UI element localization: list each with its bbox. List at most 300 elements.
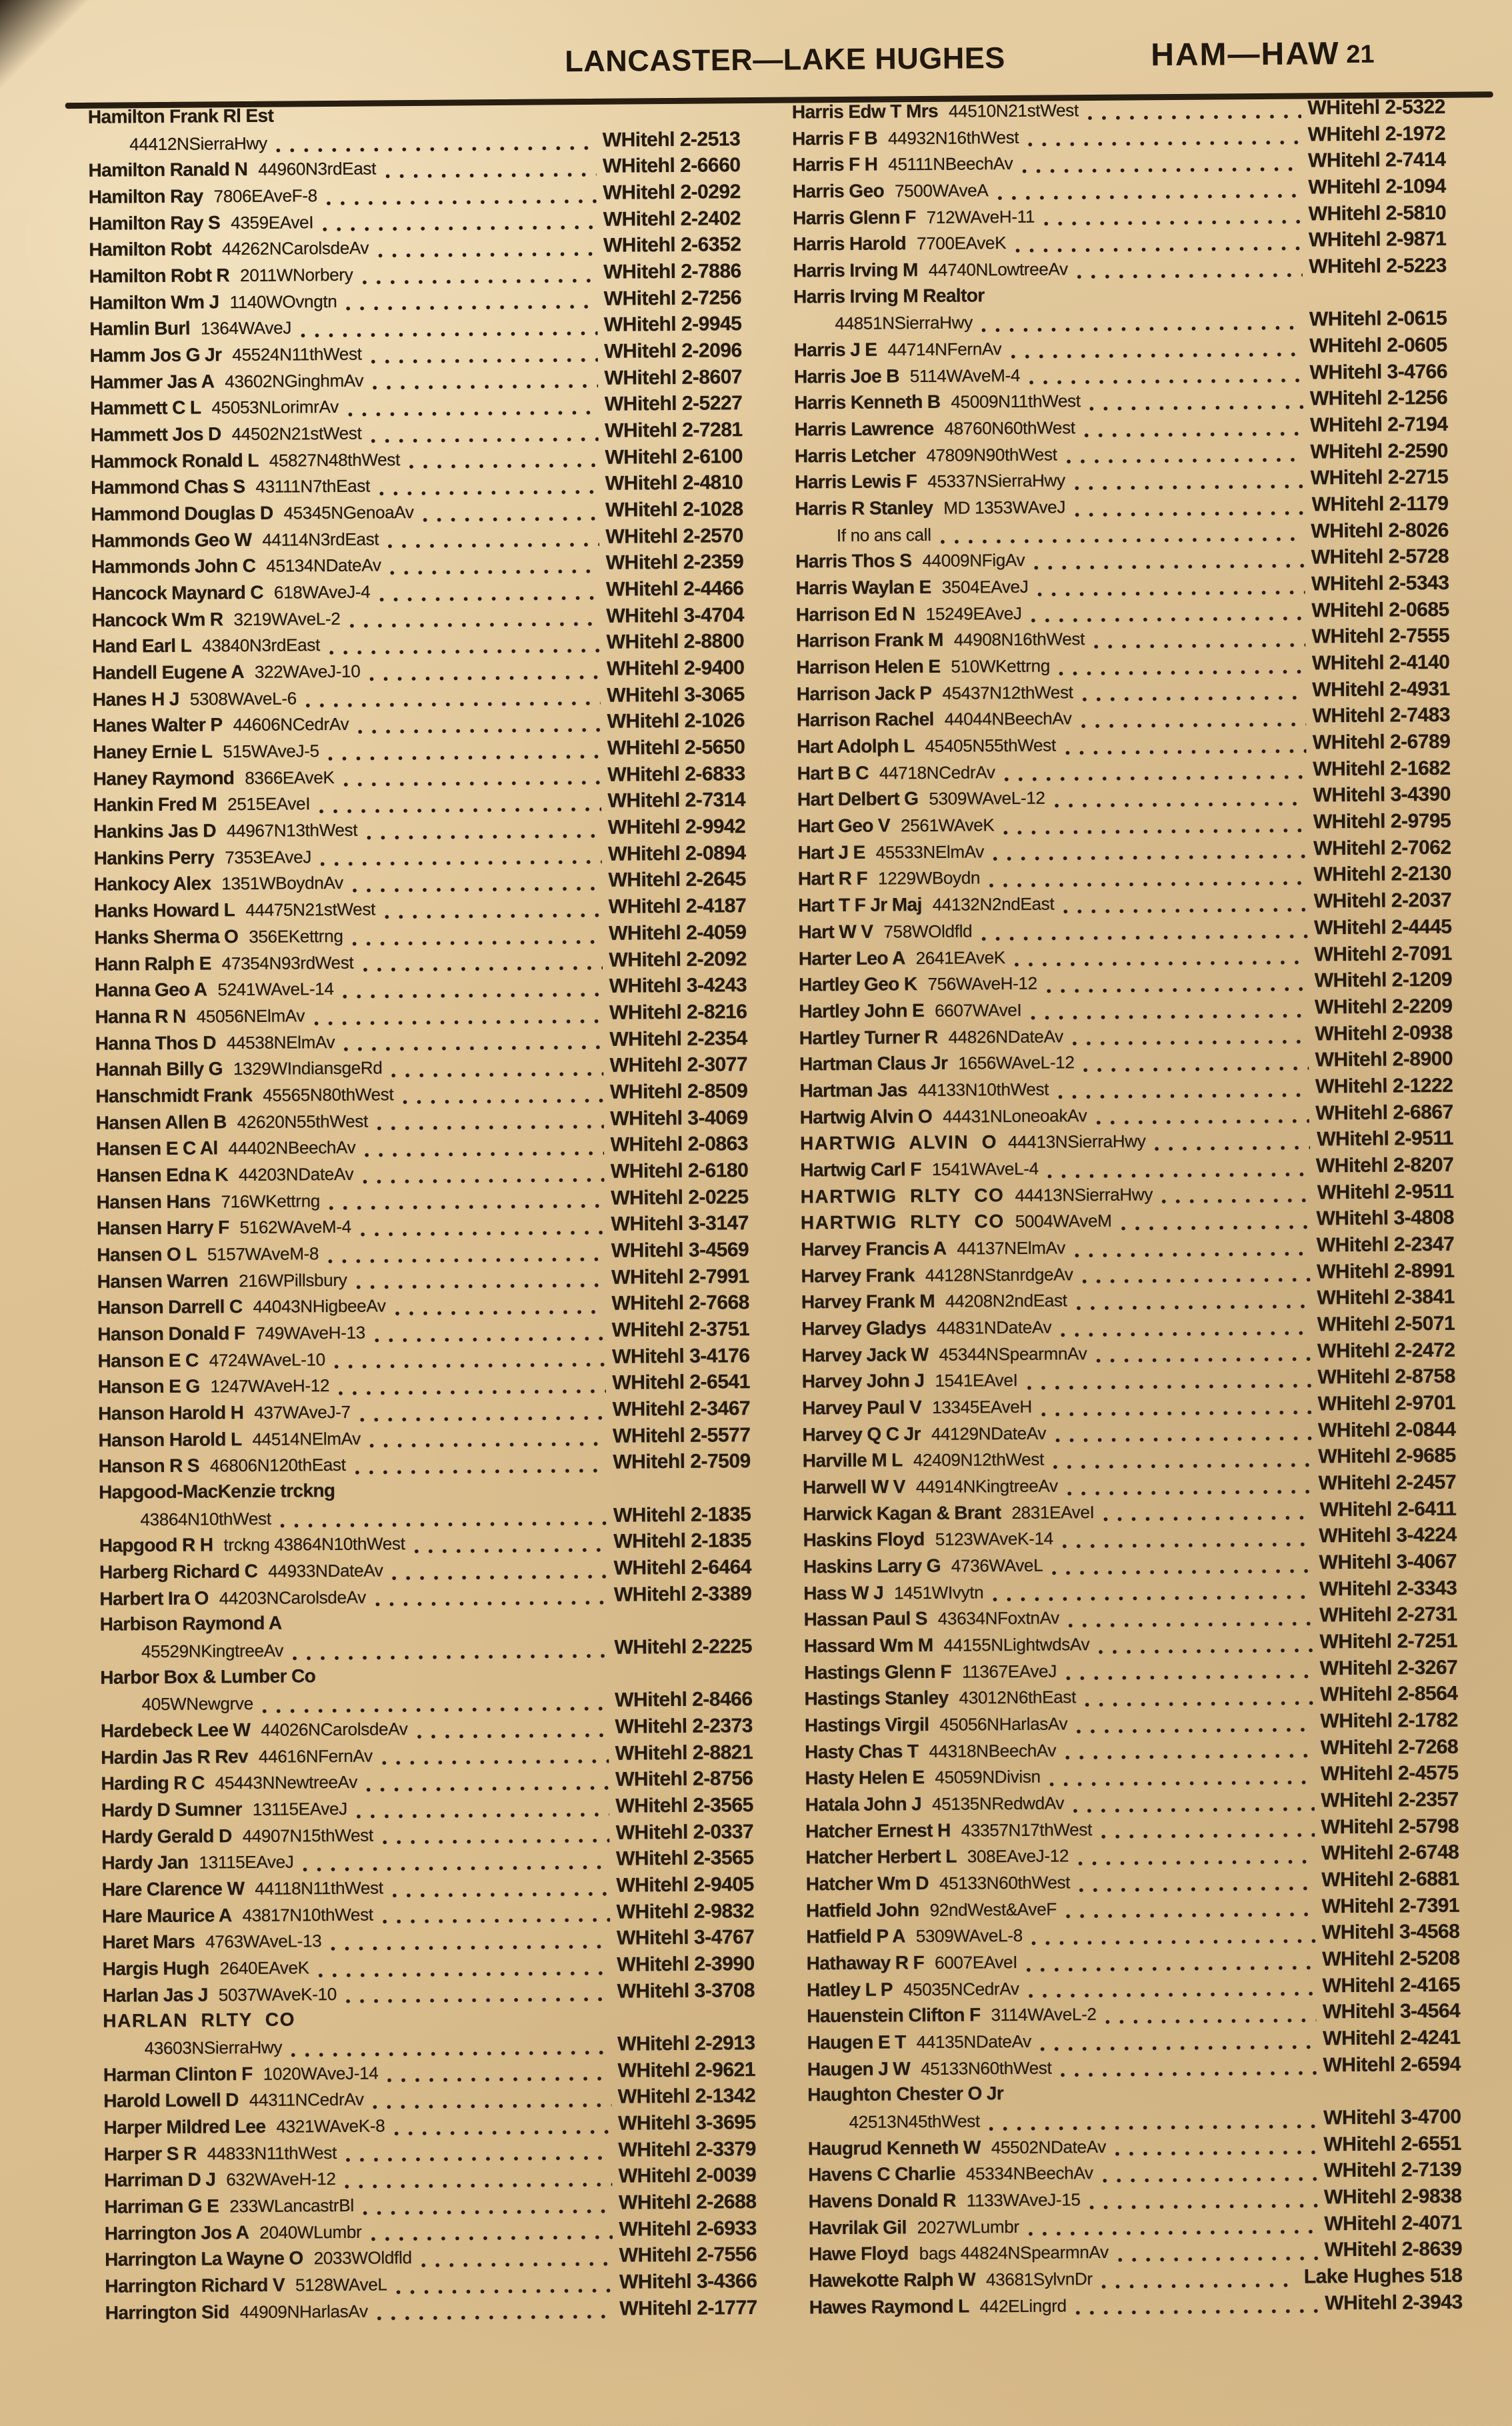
phone-number: WHitehl 3-4243 <box>609 974 747 997</box>
subscriber-address: 7700EAveK <box>916 233 1007 254</box>
subscriber-address: 45502NDateAv <box>991 2136 1107 2158</box>
subscriber-address: 45533NElmAv <box>875 841 985 863</box>
subscriber-address: 6607WAveI <box>935 999 1022 1021</box>
subscriber-name: Hart Delbert G <box>797 788 919 810</box>
phone-number: WHitehl 2-5227 <box>604 392 743 416</box>
subscriber-name: Hann Ralph E <box>94 952 211 975</box>
subscriber-name: Hanna Geo A <box>95 979 207 1001</box>
dot-leader <box>381 1917 610 1925</box>
subscriber-address: 2515EAveI <box>227 793 311 815</box>
subscriber-address: 44932N16thWest <box>887 127 1019 149</box>
subscriber-name: Haugrud Kenneth W <box>807 2137 981 2159</box>
subscriber-address: 45344NSpearmnAv <box>939 1343 1087 1365</box>
phone-number: WHitehl 2-3467 <box>612 1397 751 1421</box>
dot-leader <box>333 1361 605 1370</box>
subscriber-address: 1351WBoydnAv <box>221 873 343 894</box>
dot-leader <box>1087 113 1301 121</box>
phone-number: WHitehl 2-3343 <box>1319 1577 1457 1601</box>
phone-number: WHitehl 2-8607 <box>604 365 743 389</box>
subscriber-address: 2033WOldfld <box>313 2247 412 2269</box>
subscriber-name: Haney Ernie L <box>93 741 213 763</box>
dot-leader <box>327 1255 605 1264</box>
subscriber-name: Hastings Stanley <box>804 1687 949 1709</box>
subscriber-address: 45009N11thWest <box>951 391 1081 413</box>
subscriber-address: 308EAveJ-12 <box>967 1845 1069 1867</box>
dot-leader <box>381 1758 609 1767</box>
phone-number: WHitehl 2-3379 <box>618 2137 757 2161</box>
dot-leader <box>354 1467 607 1476</box>
subscriber-name: Hammond Chas S <box>91 476 245 499</box>
dot-leader <box>1114 2149 1317 2157</box>
dot-leader <box>363 1150 603 1159</box>
phone-number: WHitehl 2-2037 <box>1313 889 1452 913</box>
dot-leader <box>1064 747 1306 756</box>
dot-leader <box>1031 1937 1315 1946</box>
subscriber-address: 43840N3rdEast <box>202 635 321 656</box>
phone-number: WHitehl 2-4187 <box>608 895 747 918</box>
phone-number: WHitehl 2-8466 <box>615 1688 753 1712</box>
dot-leader <box>337 1388 605 1397</box>
subscriber-address: 4321WAveK-8 <box>276 2115 385 2137</box>
dot-leader <box>1049 1779 1314 1787</box>
subscriber-address: 756WAveH-12 <box>927 973 1038 995</box>
phone-number: WHitehl 2-7194 <box>1310 413 1448 437</box>
phone-number: WHitehl 2-8758 <box>1317 1365 1455 1389</box>
subscriber-address: 7500WAveA <box>894 180 989 201</box>
phone-number: WHitehl 2-2347 <box>1316 1233 1455 1257</box>
subscriber-address: 42513N45thWest <box>849 2111 980 2133</box>
subscriber-name: Hanson E C <box>97 1349 199 1371</box>
dot-leader <box>299 330 597 339</box>
phone-number: WHitehl 2-4445 <box>1313 915 1452 939</box>
subscriber-address: 44538NElmAv <box>226 1031 335 1053</box>
phone-number: WHitehl 3-4176 <box>612 1344 750 1368</box>
dot-leader <box>321 224 597 233</box>
dot-leader <box>349 621 600 629</box>
subscriber-address: 2011WNorbery <box>239 264 353 286</box>
subscriber-name: Hatcher Herbert L <box>805 1846 957 1868</box>
subscriber-address: 1020WAveJ-14 <box>263 2063 379 2084</box>
subscriber-address: 44311NCedrAv <box>249 2089 364 2111</box>
dot-leader <box>413 1547 607 1555</box>
subscriber-address: 45443NNewtreeAv <box>215 1772 358 1793</box>
subscriber-name: Hartwig Alvin O <box>799 1105 933 1128</box>
dot-leader <box>1027 2229 1318 2237</box>
subscriber-address: 44114N3rdEast <box>262 529 379 550</box>
subscriber-address: 5157WAveM-8 <box>207 1243 319 1265</box>
subscriber-name: Hanna R N <box>95 1005 186 1027</box>
dot-leader <box>328 647 600 656</box>
subscriber-name: Harville M L <box>802 1449 903 1471</box>
phone-number: WHitehl 2-2092 <box>609 947 747 971</box>
phone-number: WHitehl 2-4931 <box>1312 677 1450 701</box>
subscriber-address: 44740NLowtreeAv <box>928 259 1068 280</box>
phone-number: WHitehl 3-4224 <box>1319 1524 1457 1547</box>
subscriber-address: 43357N17thWest <box>961 1819 1093 1841</box>
subscriber-address: 92ndWest&AveF <box>929 1899 1057 1920</box>
dot-leader <box>1059 1329 1311 1338</box>
subscriber-address: 13345EAveH <box>932 1396 1033 1417</box>
subscriber-name: Hatcher Ernest H <box>805 1819 951 1842</box>
subscriber-name: Hauenstein Clifton F <box>807 2004 981 2027</box>
subscriber-name: Harris F H <box>792 153 878 175</box>
phone-number: WHitehl 3-4568 <box>1321 1921 1460 1944</box>
dot-leader <box>391 1071 603 1079</box>
phone-number: WHitehl 2-9405 <box>616 1873 754 1897</box>
subscriber-name: Harris Lewis F <box>795 471 917 493</box>
phone-number: WHitehl 3-3065 <box>607 683 745 707</box>
dot-leader <box>329 1943 610 1952</box>
phone-number: WHitehl 3-3708 <box>617 1979 755 2003</box>
phone-number: WHitehl 3-3695 <box>618 2111 756 2135</box>
dot-leader <box>355 1282 605 1291</box>
subscriber-address: 44009NFigAv <box>922 550 1025 571</box>
phone-number: WHitehl 2-9685 <box>1318 1445 1456 1468</box>
phone-number: WHitehl 2-7256 <box>603 286 742 310</box>
phone-number: WHitehl 2-5810 <box>1308 201 1447 225</box>
subscriber-name: Harlan Jas J <box>102 1984 208 2006</box>
subscriber-name: Hamilton Frank Rl Est <box>87 105 274 127</box>
subscriber-name: Harvey Francis A <box>801 1237 947 1260</box>
phone-number: WHitehl 2-9795 <box>1313 809 1451 833</box>
subscriber-address: 1247WAveH-12 <box>210 1375 330 1397</box>
phone-number: WHitehl 3-4808 <box>1316 1207 1455 1230</box>
subscriber-address: 405WNewgrve <box>141 1693 253 1715</box>
phone-number: WHitehl 2-2513 <box>602 127 741 151</box>
phone-number: WHitehl 2-9621 <box>617 2058 756 2082</box>
phone-number: WHitehl 2-8509 <box>609 1079 748 1103</box>
subscriber-address: 1364WAveJ <box>200 317 292 339</box>
phone-number: WHitehl 2-7268 <box>1320 1735 1459 1759</box>
subscriber-address: bags 44824NSpearmnAv <box>919 2242 1109 2264</box>
subscriber-name: Hardy Jan <box>101 1852 189 1874</box>
dot-leader <box>391 1890 610 1899</box>
dot-leader <box>1014 245 1302 254</box>
subscriber-address: 44851NSierraHwy <box>835 312 973 334</box>
phone-number: WHitehl 2-6867 <box>1315 1101 1453 1124</box>
dot-leader <box>1029 1012 1308 1021</box>
dot-leader <box>1072 1805 1314 1814</box>
subscriber-address: 758WOldfld <box>883 921 973 942</box>
subscriber-name: Harris Kenneth B <box>794 391 941 413</box>
phone-number: WHitehl 2-9945 <box>603 313 742 337</box>
phone-number: WHitehl 2-6551 <box>1323 2132 1461 2156</box>
subscriber-address: 1541WAveL-4 <box>931 1158 1039 1179</box>
phone-number: WHitehl 2-0685 <box>1311 598 1449 622</box>
subscriber-address: 44026NCarolsdeAv <box>261 1719 408 1740</box>
dot-leader <box>325 198 597 207</box>
phone-number: WHitehl 3-4569 <box>611 1238 749 1262</box>
subscriber-name: Harvey Frank <box>801 1264 915 1287</box>
subscriber-address: 3504EAveJ <box>941 576 1029 597</box>
dot-leader <box>394 1309 605 1317</box>
dot-leader <box>1075 1303 1311 1311</box>
subscriber-address: 45035NCedrAv <box>903 1978 1019 2000</box>
subscriber-name: Harter Leo A <box>798 947 905 969</box>
phone-number: WHitehl 2-2731 <box>1319 1603 1457 1627</box>
dot-leader <box>369 1441 606 1449</box>
dot-leader <box>1047 1171 1309 1179</box>
subscriber-name: Hansen O L <box>97 1243 197 1265</box>
phone-number: WHitehl 2-7483 <box>1312 704 1451 727</box>
phone-number: WHitehl 2-4810 <box>605 471 743 495</box>
subscriber-name: Hanks Howard L <box>94 899 235 921</box>
dot-leader <box>1073 483 1304 492</box>
phone-number: WHitehl 2-9511 <box>1317 1127 1454 1151</box>
subscriber-address: 45565N80thWest <box>263 1084 394 1105</box>
dot-leader <box>1075 2308 1319 2317</box>
dot-leader <box>408 462 599 470</box>
dot-leader <box>416 1731 609 1739</box>
dot-leader <box>357 727 601 735</box>
phone-number: WHitehl 2-8207 <box>1315 1153 1454 1177</box>
phone-number: WHitehl 2-7391 <box>1321 1894 1460 1918</box>
phone-number: WHitehl 2-7509 <box>613 1450 751 1473</box>
dot-leader <box>1045 985 1308 994</box>
dot-leader <box>361 1176 604 1185</box>
subscriber-name: Hancock Wm R <box>91 609 223 631</box>
subscriber-address: 46806N120thEast <box>209 1455 346 1476</box>
subscriber-name: Harold Lowell D <box>103 2089 239 2112</box>
subscriber-name: Hammer Jas A <box>89 371 215 393</box>
dot-leader <box>1027 139 1301 148</box>
dot-leader <box>1101 2281 1297 2289</box>
subscriber-address: 44132N2ndEast <box>932 893 1055 915</box>
dot-leader <box>345 1996 611 2005</box>
subscriber-address: 44606NCedrAv <box>233 714 349 735</box>
subscriber-name: Hardin Jas R Rev <box>101 1745 249 1768</box>
dot-leader <box>1103 1515 1313 1523</box>
subscriber-address: 45133N60thWest <box>921 2057 1052 2079</box>
dot-leader <box>351 885 602 894</box>
subscriber-address: 1229WBoydn <box>877 867 981 889</box>
subscriber-address: 1133WAveJ-15 <box>966 2189 1081 2211</box>
dot-leader <box>1105 2017 1316 2025</box>
subscriber-name: Hanes H J <box>92 688 179 710</box>
dot-leader <box>1154 1144 1311 1152</box>
subscriber-name: Hapgood-MacKenzie trckng <box>98 1479 335 1503</box>
subscriber-name: Hansen Allen B <box>95 1111 227 1133</box>
phone-number: WHitehl 2-0292 <box>603 181 741 204</box>
dot-leader <box>1058 668 1305 677</box>
subscriber-name: Hart J E <box>797 841 865 863</box>
subscriber-address: 5309WAveL-8 <box>915 1925 1023 1947</box>
phone-number: WHitehl 2-2209 <box>1314 995 1453 1019</box>
dot-leader <box>1077 1858 1315 1867</box>
subscriber-address: 44413NSierraHwy <box>1015 1183 1153 1205</box>
subscriber-name: Harper Mildred Lee <box>103 2115 266 2138</box>
phone-number: WHitehl 2-1777 <box>619 2296 757 2320</box>
dot-leader <box>1053 801 1307 809</box>
phone-number: WHitehl 2-2913 <box>617 2032 755 2055</box>
dot-leader <box>359 1414 606 1423</box>
phone-number: WHitehl 2-8639 <box>1324 2238 1463 2261</box>
phone-number: WHitehl 2-4071 <box>1324 2211 1462 2235</box>
phone-number: WHitehl 2-7314 <box>607 789 746 813</box>
phone-number: WHitehl 2-3943 <box>1325 2291 1463 2315</box>
subscriber-address: trckng 43864N10thWest <box>223 1533 405 1555</box>
dot-leader <box>1009 351 1303 359</box>
subscriber-name: Harriman G E <box>104 2195 219 2217</box>
subscriber-name: Hammonds Geo W <box>91 529 252 551</box>
subscriber-name: Harvey Q C Jr <box>802 1423 921 1445</box>
subscriber-address: 47354N93rdWest <box>221 952 354 973</box>
dot-leader <box>345 2155 612 2163</box>
subscriber-address: 44908N16thWest <box>953 629 1085 651</box>
subscriber-address: 44502N21stWest <box>231 423 362 445</box>
subscriber-address: 4359EAveI <box>231 211 314 233</box>
subscriber-name: HARTWIG RLTY CO <box>800 1184 1005 1207</box>
subscriber-name: Haugen E T <box>807 2031 906 2053</box>
subscriber-name: Hart W V <box>798 921 873 943</box>
subscriber-name: Hart Adolph L <box>797 735 915 757</box>
subscriber-name: Harris Geo <box>792 180 885 202</box>
dot-leader <box>1065 1911 1315 1920</box>
dot-leader <box>344 2181 612 2190</box>
dot-leader <box>345 303 597 312</box>
subscriber-address: 45524N11thWest <box>232 343 362 365</box>
subscriber-address: 44514NElmAv <box>252 1428 361 1449</box>
subscriber-address: 45133N60thWest <box>939 1872 1071 1893</box>
subscriber-name: Hanson Donald F <box>97 1322 245 1345</box>
dot-leader <box>1073 1250 1310 1259</box>
subscriber-address: 2040WLumbr <box>259 2221 362 2243</box>
phone-number: WHitehl 2-9942 <box>607 815 746 839</box>
subscriber-address: 44510N21stWest <box>948 100 1079 121</box>
dot-leader <box>1061 1541 1313 1549</box>
phone-number: WHitehl 2-1026 <box>607 709 745 733</box>
subscriber-name: Harris R Stanley <box>795 497 933 519</box>
subscriber-name: Harris J E <box>793 339 877 361</box>
subscriber-name: Hartley Geo K <box>799 973 917 995</box>
subscriber-name: Hawe Floyd <box>809 2243 909 2265</box>
phone-number: WHitehl 2-0039 <box>618 2164 757 2188</box>
subscriber-address: 44133N10thWest <box>917 1079 1049 1100</box>
subscriber-address: 44907N15thWest <box>242 1825 373 1846</box>
phone-number: WHitehl 2-2373 <box>615 1715 753 1738</box>
subscriber-address: 5123WAveK-14 <box>935 1528 1053 1550</box>
subscriber-address: 216WPillsbury <box>239 1269 347 1291</box>
subscriber-name: Hastings Virgil <box>804 1713 929 1736</box>
phone-number: WHitehl 2-1342 <box>617 2085 756 2109</box>
phone-number: WHitehl 2-7886 <box>603 260 741 283</box>
phone-number: WHitehl 3-4069 <box>610 1106 748 1130</box>
subscriber-address: 5128WAveL <box>295 2274 387 2295</box>
phone-number: WHitehl 3-4366 <box>619 2270 757 2293</box>
phone-number: WHitehl 2-2096 <box>604 339 742 363</box>
dot-leader <box>305 700 601 709</box>
phone-number: WHitehl 2-5322 <box>1307 95 1445 119</box>
dot-leader <box>1052 1461 1311 1470</box>
subscriber-address: 45056NHarlasAv <box>939 1713 1068 1735</box>
subscriber-name: Hanson R S <box>98 1455 200 1477</box>
subscriber-address: 42409N12thWest <box>913 1449 1045 1471</box>
phone-number: WHitehl 2-1179 <box>1311 492 1449 516</box>
dot-leader <box>378 489 599 497</box>
subscriber-address: 43864N10thWest <box>140 1508 271 1529</box>
phone-number: WHitehl 2-8800 <box>606 630 745 654</box>
phone-number: WHitehl 2-3990 <box>617 1953 755 1976</box>
dot-leader <box>393 2128 611 2137</box>
dot-leader <box>377 251 597 259</box>
dot-leader <box>1081 1277 1311 1285</box>
phone-number: WHitehl 2-0844 <box>1317 1418 1456 1441</box>
phone-number: WHitehl 2-3077 <box>609 1053 748 1077</box>
dot-leader <box>1037 589 1305 597</box>
subscriber-name: Hanna Thos D <box>95 1031 216 1054</box>
subscriber-name: Hatfield John <box>805 1899 919 1921</box>
phone-number: WHitehl 3-4766 <box>1309 360 1448 384</box>
subscriber-name: Harris Letcher <box>794 444 916 467</box>
dot-leader <box>1030 615 1305 624</box>
dot-leader <box>1075 1726 1313 1735</box>
subscriber-name: Haskins Floyd <box>803 1529 925 1551</box>
subscriber-address: 47809N90thWest <box>926 444 1057 465</box>
dot-leader <box>1040 1409 1311 1417</box>
dot-leader <box>988 2123 1317 2132</box>
subscriber-address: 45059NDivisn <box>935 1767 1041 1788</box>
subscriber-address: 510WKettrng <box>951 655 1051 677</box>
phone-number: WHitehl 2-1835 <box>613 1529 751 1553</box>
subscriber-address: 43602NGinghmAv <box>225 370 364 391</box>
subscriber-name: Harding R C <box>101 1772 205 1795</box>
phone-number: WHitehl 2-2457 <box>1318 1471 1457 1495</box>
dot-leader <box>1028 377 1303 386</box>
dot-leader <box>1013 959 1308 968</box>
subscriber-address: 322WAveJ-10 <box>254 661 361 683</box>
subscriber-address: 2640EAveK <box>219 1957 309 1979</box>
subscriber-name: Hatala John J <box>805 1793 922 1815</box>
dot-leader <box>275 145 596 154</box>
subscriber-name: Haskins Larry G <box>803 1555 941 1577</box>
subscriber-address: 3114WAveL-2 <box>991 2004 1097 2025</box>
subscriber-address: 44137NElmAv <box>957 1237 1065 1259</box>
subscriber-name: Harris Glenn F <box>793 206 916 229</box>
subscriber-name: Hammock Ronald L <box>90 449 259 472</box>
subscriber-name: Hardebeck Lee W <box>100 1719 251 1741</box>
dot-leader <box>1089 2202 1318 2211</box>
phone-number: WHitehl 2-7251 <box>1319 1629 1458 1653</box>
subscriber-name: Harrison Frank M <box>795 629 943 651</box>
phone-number: WHitehl 2-6100 <box>605 445 743 469</box>
subscriber-name: Harris Harold <box>793 233 907 255</box>
dot-leader <box>351 938 603 947</box>
dot-leader <box>1076 271 1303 280</box>
dot-leader <box>1065 457 1304 465</box>
phone-number: WHitehl 2-7556 <box>619 2243 757 2267</box>
subscriber-name: Hansen E C Al <box>95 1137 218 1159</box>
dot-leader <box>327 753 601 762</box>
subscriber-address: 1541EAveI <box>935 1370 1018 1391</box>
subscriber-address: 44118N11thWest <box>255 1877 383 1899</box>
dot-leader <box>279 1520 607 1529</box>
phone-number: WHitehl 2-0863 <box>610 1133 749 1156</box>
dot-leader <box>1057 1091 1309 1100</box>
directory-entry <box>105 2297 757 2328</box>
phone-number: WHitehl 2-7091 <box>1314 942 1452 965</box>
subscriber-name: Hartley John E <box>799 999 925 1022</box>
phone-number: WHitehl 2-7414 <box>1307 149 1446 172</box>
subscriber-address: 7353EAveJ <box>225 847 312 868</box>
subscriber-address: 44044NBeechAv <box>944 708 1072 730</box>
phone-number: WHitehl 2-2402 <box>603 207 741 231</box>
subscriber-address: 2641EAveK <box>915 947 1005 968</box>
subscriber-address: 44718NCedrAv <box>879 761 995 783</box>
phone-number: WHitehl 2-9400 <box>606 657 745 680</box>
phone-number: WHitehl 2-8821 <box>615 1741 753 1765</box>
subscriber-name: Harrington Sid <box>105 2301 229 2323</box>
phone-number: WHitehl 2-2590 <box>1310 439 1449 463</box>
